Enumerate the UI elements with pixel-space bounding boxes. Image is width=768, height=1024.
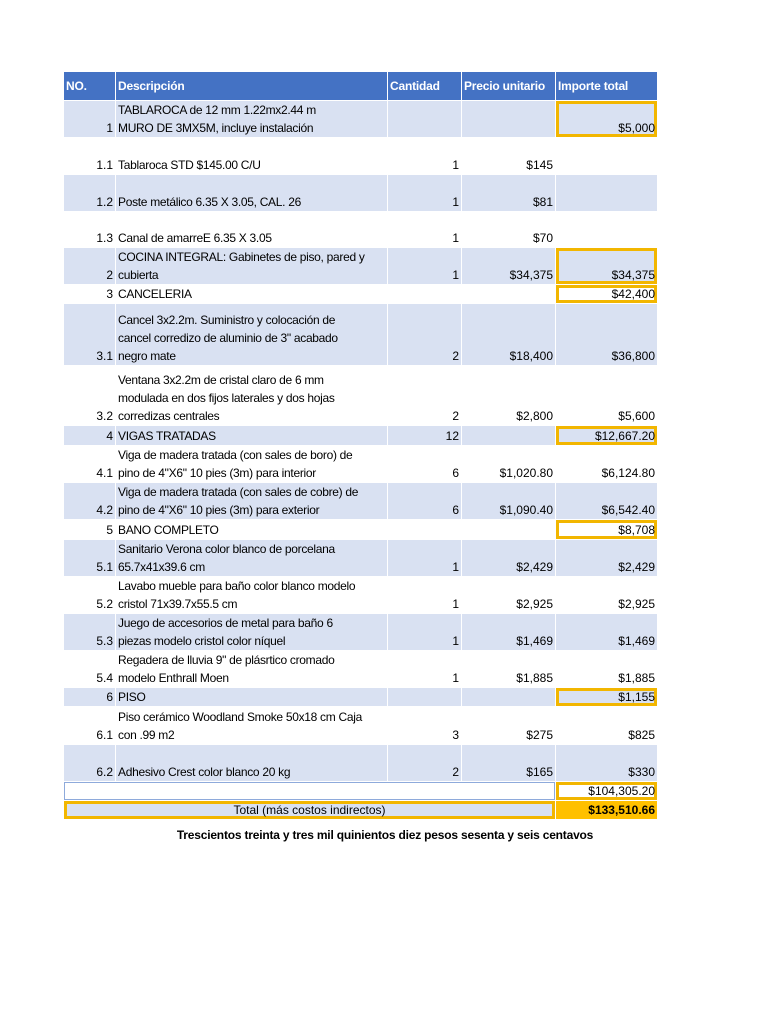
description-line: Viga de madera tratada (con sales de boro) de — [118, 448, 353, 462]
item-unit-price: $1,020.80 — [462, 446, 556, 483]
item-unit-price: $34,375 — [462, 248, 556, 285]
table-row — [64, 688, 658, 707]
item-quantity: 12 — [388, 426, 462, 446]
item-quantity — [388, 285, 462, 304]
description-line: pino de 4"X6" 10 pies (3m) para interior — [118, 466, 316, 480]
item-total: $34,375 — [556, 248, 658, 285]
table-row — [64, 614, 658, 651]
item-unit-price: $2,429 — [462, 540, 556, 577]
item-number: 2 — [64, 248, 116, 285]
item-quantity: 2 — [388, 366, 462, 426]
item-description — [116, 540, 388, 577]
item-description — [116, 651, 388, 688]
item-total: $825 — [556, 707, 658, 745]
item-number: 3.2 — [64, 366, 116, 426]
description-line: cubierta — [118, 268, 159, 282]
description-line: COCINA INTEGRAL: Gabinetes de piso, pared y — [118, 250, 365, 264]
subtotal-spacer — [64, 782, 556, 801]
description-line: Viga de madera tratada (con sales de cobre) de — [118, 485, 359, 499]
item-number: 6 — [64, 688, 116, 707]
item-quantity — [388, 101, 462, 138]
item-unit-price: $1,885 — [462, 651, 556, 688]
item-number: 5.1 — [64, 540, 116, 577]
table-row — [64, 651, 658, 688]
item-total: $6,542.40 — [556, 483, 658, 520]
description-line: pino de 4"X6" 10 pies (3m) para exterior — [118, 503, 320, 517]
item-number: 1.2 — [64, 175, 116, 212]
item-unit-price: $1,090.40 — [462, 483, 556, 520]
grand-total-value: $133,510.66 — [556, 801, 658, 820]
item-total: $1,885 — [556, 651, 658, 688]
table-row — [64, 540, 658, 577]
item-description — [116, 248, 388, 285]
item-number: 5.4 — [64, 651, 116, 688]
header-precio-unitario: Precio unitario — [462, 72, 556, 101]
item-description — [116, 577, 388, 614]
description-line: Adhesivo Crest color blanco 20 kg — [118, 765, 291, 779]
item-unit-price: $70 — [462, 212, 556, 248]
item-unit-price — [462, 101, 556, 138]
description-line: Canal de amarreE 6.35 X 3.05 — [118, 231, 272, 245]
table-row — [64, 745, 658, 782]
item-quantity: 1 — [388, 175, 462, 212]
item-unit-price: $275 — [462, 707, 556, 745]
item-unit-price — [462, 426, 556, 446]
item-unit-price — [462, 688, 556, 707]
table-row — [64, 366, 658, 426]
item-total: $2,429 — [556, 540, 658, 577]
item-total: $330 — [556, 745, 658, 782]
table-row — [64, 446, 658, 483]
description-line: cancel corredizo de aluminio de 3" acabado — [118, 331, 338, 345]
table-row — [64, 285, 658, 304]
item-number: 1 — [64, 101, 116, 138]
description-line: Tablaroca STD $145.00 C/U — [118, 158, 261, 172]
item-description — [116, 138, 388, 175]
item-description — [116, 212, 388, 248]
budget-table — [63, 71, 658, 820]
grand-total-label: Total (más costos indirectos) — [64, 801, 556, 820]
item-description — [116, 175, 388, 212]
item-quantity: 2 — [388, 745, 462, 782]
item-description — [116, 520, 388, 540]
item-quantity — [388, 520, 462, 540]
item-description — [116, 304, 388, 366]
description-line: Poste metálico 6.35 X 3.05, CAL. 26 — [118, 195, 301, 209]
item-quantity: 1 — [388, 614, 462, 651]
description-line: corredizas centrales — [118, 409, 220, 423]
item-total — [556, 212, 658, 248]
item-number: 1.3 — [64, 212, 116, 248]
item-description — [116, 483, 388, 520]
description-line: MURO DE 3MX5M, incluye instalación — [118, 121, 314, 135]
item-number: 1.1 — [64, 138, 116, 175]
description-line: VIGAS TRATADAS — [118, 429, 216, 443]
item-total: $12,667.20 — [556, 426, 658, 446]
item-number: 5 — [64, 520, 116, 540]
header-descripcion: Descripción — [116, 72, 388, 101]
item-total: $5,600 — [556, 366, 658, 426]
item-description — [116, 614, 388, 651]
description-line: Cancel 3x2.2m. Suministro y colocación de — [118, 313, 336, 327]
description-line: piezas modelo cristol color níquel — [118, 634, 286, 648]
description-line: negro mate — [118, 349, 176, 363]
item-quantity: 6 — [388, 446, 462, 483]
description-line: CANCELERIA — [118, 287, 192, 301]
description-line: Piso cerámico Woodland Smoke 50x18 cm Caja — [118, 710, 362, 724]
description-line: Ventana 3x2.2m de cristal claro de 6 mm — [118, 373, 324, 387]
item-unit-price: $1,469 — [462, 614, 556, 651]
item-description — [116, 285, 388, 304]
subtotal-row — [64, 782, 658, 801]
item-description — [116, 101, 388, 138]
item-quantity: 3 — [388, 707, 462, 745]
table-row — [64, 101, 658, 138]
header-cantidad: Cantidad — [388, 72, 462, 101]
item-total: $8,708 — [556, 520, 658, 540]
item-quantity: 6 — [388, 483, 462, 520]
item-quantity: 1 — [388, 651, 462, 688]
table-row — [64, 520, 658, 540]
table-row — [64, 304, 658, 366]
description-line: modelo Enthrall Moen — [118, 671, 229, 685]
item-unit-price: $2,925 — [462, 577, 556, 614]
item-total: $6,124.80 — [556, 446, 658, 483]
description-line: PISO — [118, 690, 146, 704]
table-row — [64, 483, 658, 520]
item-quantity: 1 — [388, 248, 462, 285]
item-number: 6.1 — [64, 707, 116, 745]
item-number: 4.2 — [64, 483, 116, 520]
item-total: $1,469 — [556, 614, 658, 651]
description-line: Regadera de lluvia 9" de plásrtico cromado — [118, 653, 335, 667]
header-importe-total: Importe total — [556, 72, 658, 101]
item-number: 3 — [64, 285, 116, 304]
item-total — [556, 138, 658, 175]
subtotal-value: $104,305.20 — [556, 782, 658, 801]
description-line: Juego de accesorios de metal para baño 6 — [118, 616, 333, 630]
item-unit-price — [462, 520, 556, 540]
item-unit-price: $18,400 — [462, 304, 556, 366]
item-number: 5.3 — [64, 614, 116, 651]
table-row — [64, 426, 658, 446]
table-row — [64, 248, 658, 285]
item-unit-price: $2,800 — [462, 366, 556, 426]
description-line: BANO COMPLETO — [118, 523, 219, 537]
item-description — [116, 688, 388, 707]
item-description — [116, 707, 388, 745]
item-quantity: 2 — [388, 304, 462, 366]
description-line: con .99 m2 — [118, 728, 175, 742]
item-total: $1,155 — [556, 688, 658, 707]
table-row — [64, 212, 658, 248]
description-line: modulada en dos fijos laterales y dos hojas — [118, 391, 335, 405]
item-quantity: 1 — [388, 212, 462, 248]
header-no: NO. — [64, 72, 116, 101]
item-description — [116, 446, 388, 483]
description-line: cristol 71x39.7x55.5 cm — [118, 597, 238, 611]
item-quantity: 1 — [388, 577, 462, 614]
amount-in-words: Trescientos treinta y tres mil quinientos diez pesos sesenta y seis centavos — [176, 828, 594, 842]
item-quantity — [388, 688, 462, 707]
item-total: $42,400 — [556, 285, 658, 304]
item-number: 6.2 — [64, 745, 116, 782]
table-body — [64, 101, 658, 782]
item-quantity: 1 — [388, 540, 462, 577]
item-unit-price: $145 — [462, 138, 556, 175]
item-number: 4 — [64, 426, 116, 446]
item-unit-price — [462, 285, 556, 304]
item-number: 5.2 — [64, 577, 116, 614]
item-description — [116, 426, 388, 446]
description-line: Lavabo mueble para baño color blanco modelo — [118, 579, 356, 593]
item-description — [116, 366, 388, 426]
table-row — [64, 175, 658, 212]
item-unit-price: $165 — [462, 745, 556, 782]
item-total — [556, 175, 658, 212]
item-number: 3.1 — [64, 304, 116, 366]
header-row — [64, 72, 658, 101]
grand-total-row — [64, 801, 658, 820]
item-total: $5,000 — [556, 101, 658, 138]
item-unit-price: $81 — [462, 175, 556, 212]
item-total: $36,800 — [556, 304, 658, 366]
item-description — [116, 745, 388, 782]
table-row — [64, 138, 658, 175]
description-line: TABLAROCA de 12 mm 1.22mx2.44 m — [118, 103, 316, 117]
item-total: $2,925 — [556, 577, 658, 614]
description-line: Sanitario Verona color blanco de porcelana — [118, 542, 335, 556]
description-line: 65.7x41x39.6 cm — [118, 560, 205, 574]
table-row — [64, 577, 658, 614]
table-row — [64, 707, 658, 745]
item-quantity: 1 — [388, 138, 462, 175]
item-number: 4.1 — [64, 446, 116, 483]
